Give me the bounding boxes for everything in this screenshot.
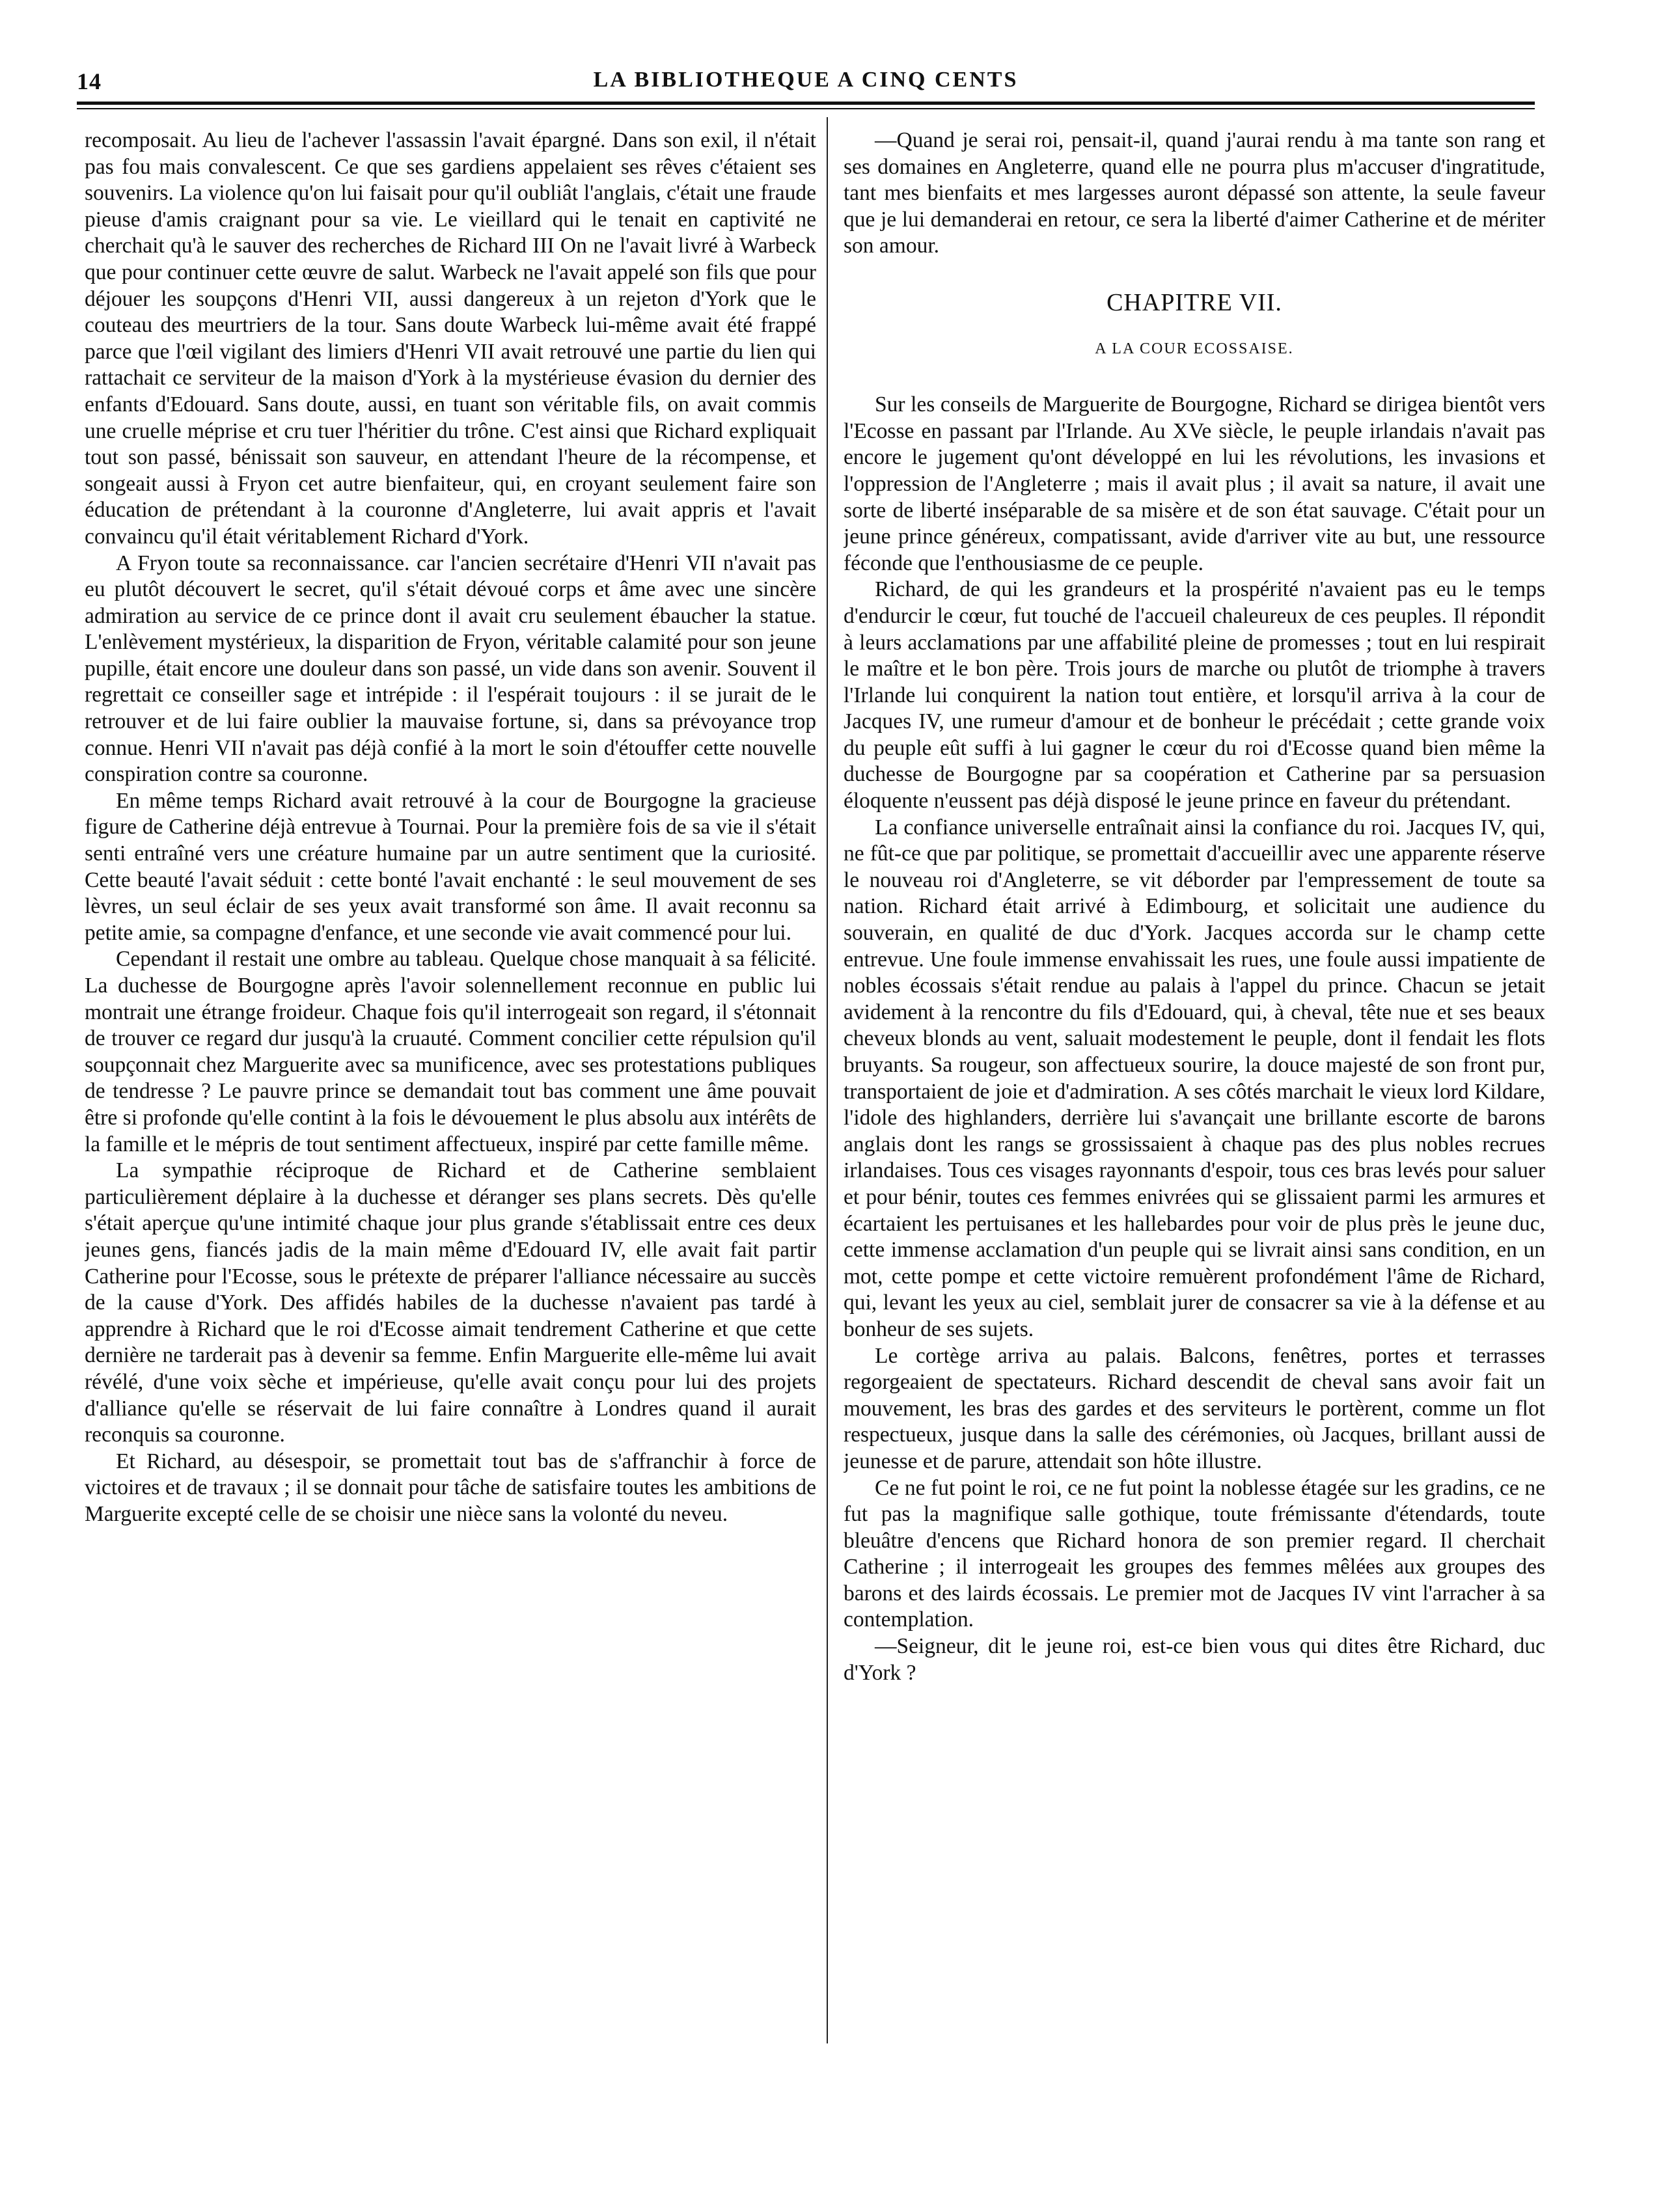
chapter-subtitle: A LA COUR ECOSSAISE. [1095, 340, 1294, 357]
paragraph: —Seigneur, dit le jeune roi, est-ce bien vous qui dites être Richard, duc d'York ? [844, 1634, 1545, 1685]
paragraph: Ce ne fut point le roi, ce ne fut point la noblesse étagée sur les gradins, ce ne fut pas la magnifique salle gothique, toute frémissante d'étendards, toute bleuâtre d'encens que Richard honora de son premier regard. Il cherchait Catherine ; il interrogeait les groupes des femmes mêlées aux groupes des barons et des lairds écossais. Le premier mot de Jacques IV vint l'arracher à sa contemplation. [844, 1475, 1545, 1632]
paragraph: Richard, de qui les grandeurs et la prospérité n'avaient pas eu le temps d'endurcir le cœur, fut touché de l'accueil chaleureux de ces peuples. Il répondit à leurs acclamations par une affabilité pleine de promesses ; tout en lui respirait le maître et le bon père. Trois jours de marche ou plutôt de triomphe à travers l'Irlande lui conquirent la nation tout entière, et lorsqu'il arriva à la cour de Jacques IV, une rumeur d'amour et de bonheur le précédait ; cette grande voix du peuple eût suffi à lui gagner le cœur du roi d'Ecosse quand bien même la duchesse de Bourgogne par sa coopération et Catherine par sa persuasion éloquente n'eussent pas déjà disposé le jeune prince en faveur du prétendant. [844, 577, 1545, 813]
paragraph: Sur les conseils de Marguerite de Bourgogne, Richard se dirigea bientôt vers l'Ecosse en passant par l'Irlande. Au XVe siècle, le peuple irlandais n'avait pas encore le jugement qu'ont développé en lui les révolutions, les invasions et l'oppression de l'Angleterre ; mais il avait plus ; il avait sa nature, il avait une sorte de liberté inséparable de sa misère et de son état sauvage. C'était pour un jeune prince généreux, compatissant, avide d'arriver vite au but, une ressource féconde que l'enthousiasme de ce peuple. [844, 392, 1545, 575]
running-head: LA BIBLIOTHEQUE A CINQ CENTS [593, 68, 1019, 92]
page-number: 14 [77, 68, 102, 94]
paragraph: En même temps Richard avait retrouvé à la cour de Bourgogne la gracieuse figure de Catherine déjà entrevue à Tournai. Pour la première fois de sa vie il s'était senti entraîné vers une créature humaine par un autre sentiment que la curiosité. Cette beauté l'avait séduit : cette bonté l'avait enchanté : le seul mouvement de ses lèvres, un seul éclair de ses yeux avait transformé son âme. Il avait reconnu sa petite amie, sa compagne d'enfance, et une seconde vie avait commencé pour lui. [85, 788, 816, 945]
paragraph: La confiance universelle entraînait ainsi la confiance du roi. Jacques IV, qui, ne fût-ce que par politique, se promettait d'accueillir avec une apparente réserve le nouveau roi d'Angleterre, se vit déborder par l'empressement de toute sa nation. Richard était arrivé à Edimbourg, et solicitait une audience du souverain, en qualité de duc d'York. Jacques accorda sur le champ cette entrevue. Une foule immense envahissait les rues, une foule aussi impatiente de nobles écossais s'était rendue au palais à l'appel du prince. Chacun se jetait avidement à la rencontre du fils d'Edouard, qui, à cheval, tête nue et ses beaux cheveux blonds au vent, saluait modestement le peuple, dont il fendait les flots bruyants. Sa rougeur, son affectueux sourire, la douce majesté de son front pur, transportaient de joie et d'admiration. A ses côtés marchait le vieux lord Kildare, l'idole des highlanders, derrière lui s'avançait une brillante escorte de barons anglais dont les rangs se grossissaient à chaque pas des plus nobles recrues irlandaises. Tous ces visages rayonnants d'espoir, tous ces bras levés pour saluer et pour bénir, toutes ces femmes enivrées qui se glissaient parmi les armures et écartaient les pertuisanes et les hallebardes pour voir de plus près le jeune duc, cette immense acclamation d'un peuple qui se livrait ainsi sans condition, en un mot, cette pompe et cette victoire remuèrent profondément l'âme de Richard, qui, levant les yeux au ciel, semblait jurer de consacrer sa vie à la défense et au bonheur de ses sujets. [844, 815, 1545, 1341]
column-divider [827, 117, 828, 2043]
paragraph: Et Richard, au désespoir, se promettait tout bas de s'affranchir à force de victoires et de travaux ; il se donnait pour tâche de satisfaire toutes les ambitions de Marguerite excepté celle de se choisir une nièce sans la volonté du neveu. [85, 1449, 816, 1526]
right-column [844, 128, 1545, 2047]
paragraph: —Quand je serai roi, pensait-il, quand j'aurai rendu à ma tante son rang et ses domaines en Angleterre, quand elle ne pourra plus m'accuser d'ingratitude, tant mes bienfaits et mes largesses auront dépassé son attente, la seule faveur que je lui demanderai en retour, ce sera la liberté d'aimer Catherine et de mériter son amour. [844, 128, 1545, 258]
left-column [85, 128, 816, 2047]
paragraph: Cependant il restait une ombre au tableau. Quelque chose manquait à sa félicité. La duchesse de Bourgogne après l'avoir solennellement reconnue en public lui montrait une étrange froideur. Chaque fois qu'il interrogeait son regard, il s'étonnait de trouver ce regard dur jusqu'à la cruauté. Comment concilier cette répulsion qu'il soupçonnait chez Marguerite avec sa munificence, avec ses protestations publiques de tendresse ? Le pauvre prince se demandait tout bas comment une âme pouvait être si profonde qu'elle contint à la fois le dévouement le plus absolu aux intérêts de la famille et le mépris de tout sentiment affectueux, inspiré par cette famille même. [85, 947, 816, 1156]
header-rule-thick [77, 102, 1535, 105]
chapter-title: CHAPITRE VII. [1106, 288, 1282, 316]
paragraph: Le cortège arriva au palais. Balcons, fenêtres, portes et terrasses regorgeaient de spectateurs. Richard descendit de cheval sans avoir fait un mouvement, les bras des gardes et des serviteurs le portèrent, comme un flot respectueux, jusque dans la salle des cérémonies, où Jacques, brillant aussi de jeunesse et de parure, attendait son hôte illustre. [844, 1343, 1545, 1473]
paragraph: La sympathie réciproque de Richard et de Catherine semblaient particulièrement déplaire à la duchesse et déranger ses plans secrets. Dès qu'elle s'était aperçue qu'une intimité chaque jour plus grande s'établissait entre ces deux jeunes gens, fiancés jadis de la main même d'Edouard IV, elle avait fait partir Catherine pour l'Ecosse, sous le prétexte de préparer l'alliance nécessaire au succès de la cause d'York. Des affidés habiles de la duchesse n'avaient pas tardé à apprendre à Richard que le roi d'Ecosse aimait tendrement Catherine et que cette dernière ne tarderait pas à devenir sa femme. Enfin Marguerite elle-même lui avait révélé, d'une voix sèche et impérieuse, qu'elle avait conçu pour lui des projets d'alliance qu'elle se réservait de lui faire connaître à Londres quand il aurait reconquis sa couronne. [85, 1158, 816, 1447]
paragraph: recomposait. Au lieu de l'achever l'assassin l'avait épargné. Dans son exil, il n'était pas fou mais convalescent. Ce que ses gardiens appelaient ses rêves c'étaient ses souvenirs. La violence qu'on lui faisait pour qu'il oubliât l'anglais, c'était une fraude pieuse d'amis craignant pour sa vie. Le vieillard qui le tenait en captivité ne cherchait qu'à le sauver des recherches de Richard III On ne l'avait livré à Warbeck que pour continuer cette œuvre de salut. Warbeck ne l'avait appelé son fils que pour déjouer les soupçons d'Henri VII, aussi dangereux à un rejeton d'York que le couteau des meurtriers de la tour. Sans doute Warbeck lui-même avait été frappé parce que l'œil vigilant des limiers d'Henri VII avait retrouvé une partie du lien qui rattachait ce serviteur de la maison d'York à la mystérieuse évasion du dernier des enfants d'Edouard. Sans doute, aussi, en tuant son véritable fils, on avait commis une cruelle méprise et cru tuer l'héritier du trône. C'est ainsi que Richard expliquait tout son passé, bénissait son sauveur, en attendant l'heure de la récompense, et songeait aussi à Fryon cet autre bienfaiteur, qui, en croyant seulement faire son éducation de prétendant à la couronne d'Angleterre, lui avait appris et l'avait convaincu qu'il était véritablement Richard d'York. [85, 128, 816, 549]
paragraph: A Fryon toute sa reconnaissance. car l'ancien secrétaire d'Henri VII n'avait pas eu plutôt découvert le secret, qu'il s'était dévoué corps et âme avec une sincère admiration au service de ce prince dont il avait cru seulement ébaucher la statue. L'enlèvement mystérieux, la disparition de Fryon, véritable calamité pour son jeune pupille, était encore une douleur dans son passé, un vide dans son avenir. Souvent il regrettait ce conseiller sage et intrépide : il l'espérait toujours : il se jurait de le retrouver et de lui faire oublier la mauvaise fortune, si, dans sa prévoyance trop connue. Henri VII n'avait pas déjà confié à la mort le soin d'étouffer cette nouvelle conspiration contre sa couronne. [85, 551, 816, 787]
header-rule-thin [77, 108, 1535, 109]
page-header [77, 68, 1535, 102]
